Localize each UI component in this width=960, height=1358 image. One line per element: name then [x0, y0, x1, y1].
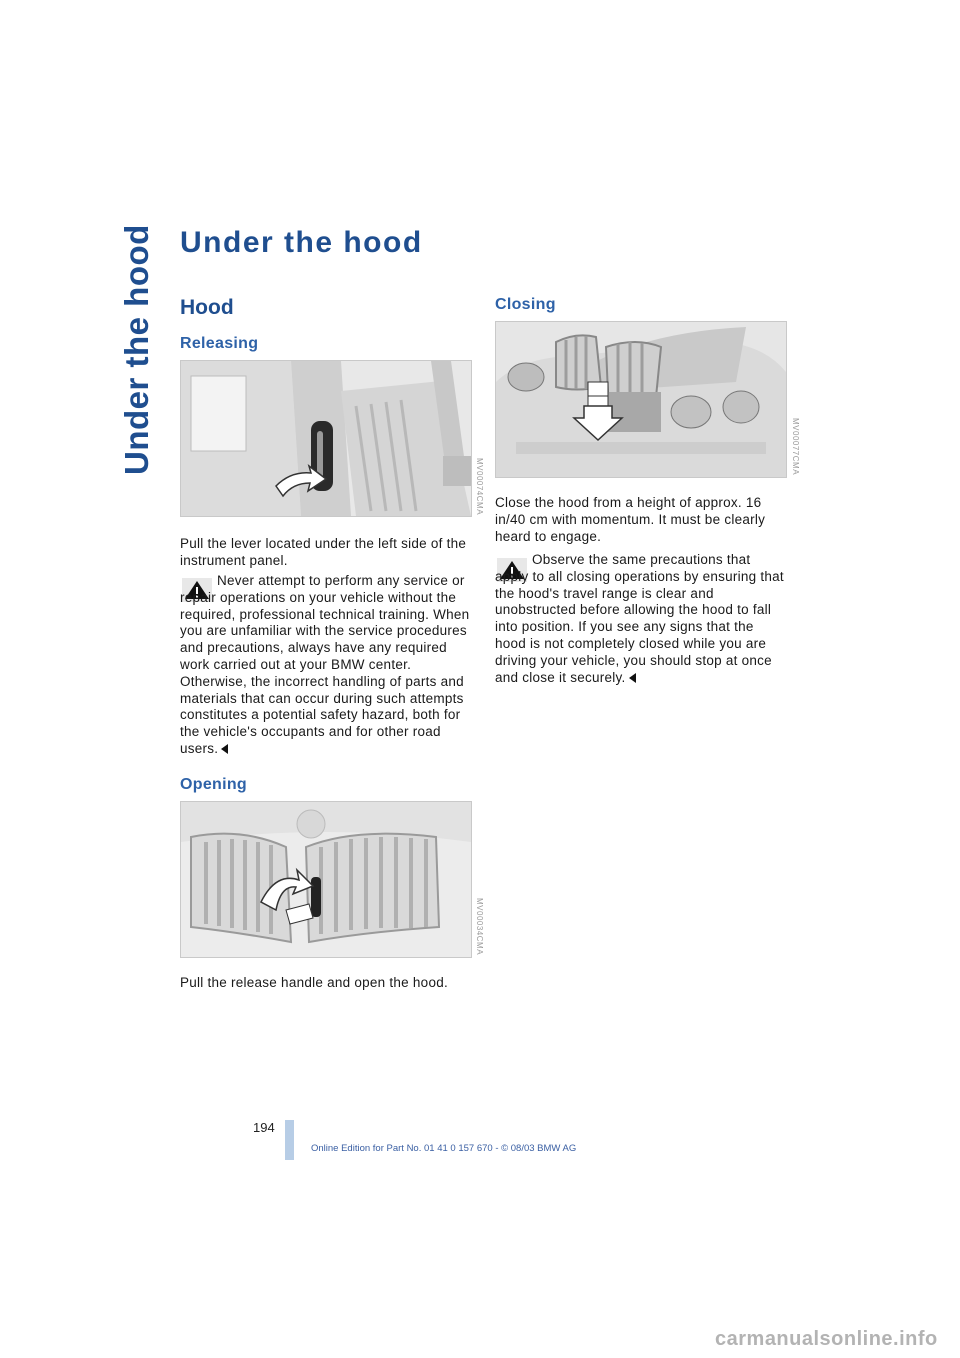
opening-text: Pull the release handle and open the hood. [180, 975, 448, 990]
page-number: 194 [253, 1120, 275, 1135]
page-margin-bar [285, 1120, 294, 1160]
closing-figure [495, 321, 787, 478]
closing-heading: Closing [495, 296, 556, 313]
closing-figure-code: MV00077CMA [791, 418, 800, 476]
releasing-figure-code: MV00074CMA [475, 458, 484, 516]
side-tab [112, 224, 156, 475]
opening-figure-code: MV00034CMA [475, 898, 484, 956]
page-title: Under the hood [180, 226, 423, 259]
opening-heading: Opening [180, 776, 247, 793]
closing-warning [495, 552, 787, 686]
end-marker-icon [221, 744, 228, 754]
watermark: carmanualsonline.info [715, 1328, 938, 1350]
closing-text: Close the hood from a height of approx. 16 in/40 cm with momentum. It must be clearly heard to engage. [495, 495, 766, 544]
releasing-text: Pull the lever located under the left side of the instrument panel. [180, 536, 467, 568]
footer-edition-note: Online Edition for Part No. 01 41 0 157 670 - © 08/03 BMW AG [311, 1143, 577, 1154]
releasing-warning-text: Never attempt to perform any service or repair operations on your vehicle without the required, professional technical training. When you are unfamiliar with the service procedures and precautions, always have any required work carried out at your BMW center. Otherwise, the incorrect handling of parts and materials that can occur during such attempts constitutes a potential safety hazard, both for the vehicle's occupants and for other road users. [180, 573, 470, 756]
releasing-figure [180, 360, 472, 517]
section-heading: Hood [180, 296, 234, 319]
opening-figure [180, 801, 472, 958]
side-tab-label: Under the hood [118, 224, 155, 475]
releasing-warning [180, 573, 472, 758]
closing-warning-text: Observe the same precautions that apply to all closing operations by ensuring that the hood's travel range is clear and unobstructed before allowing the hood to fall into position. If you see any signs that the hood is not completely closed while you are driving your vehicle, you should stop at once and close it securely. [495, 552, 784, 685]
end-marker-icon [629, 673, 636, 683]
releasing-heading: Releasing [180, 335, 259, 352]
